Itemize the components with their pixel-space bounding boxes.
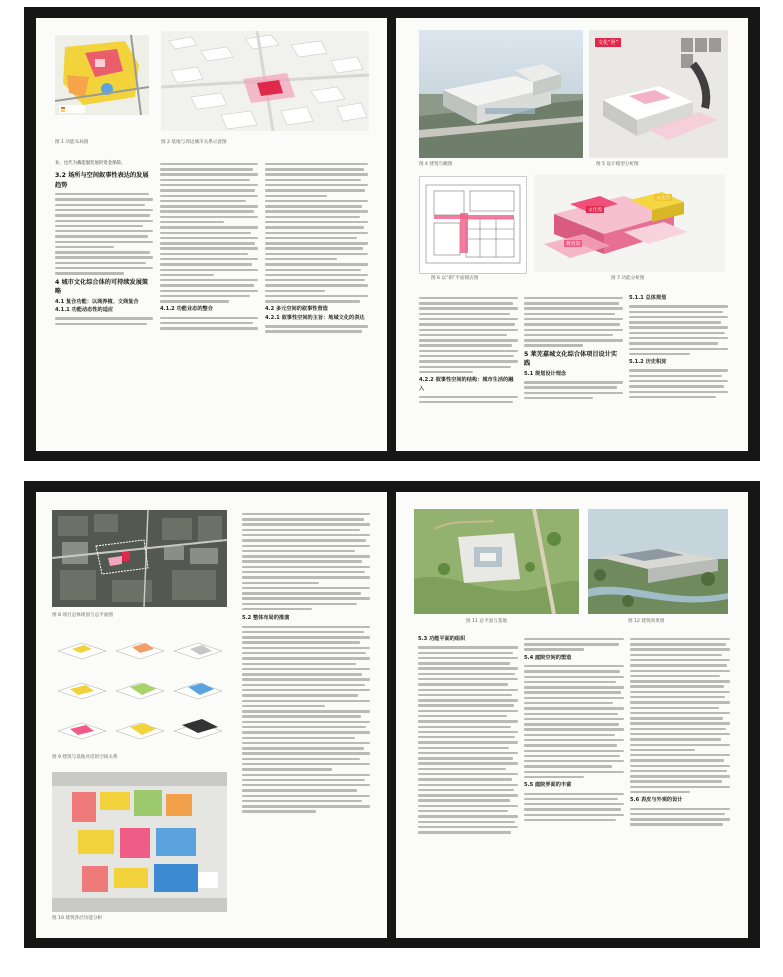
bottom-left-text-column (242, 510, 370, 816)
bottom-right-column-2 (524, 635, 624, 824)
heading-4-2: 4.2 多元空间的叙事性营造 (265, 306, 328, 313)
bottom-right-column-3 (630, 635, 730, 829)
top-left-page (36, 18, 387, 451)
figure-11-site-plan (414, 509, 579, 614)
figure-12-perspective-render (588, 509, 728, 614)
figure-9-massing-diagrams (52, 629, 227, 752)
figure-7-label-2: 文化厅 (656, 196, 671, 201)
bottom-spread (24, 481, 760, 948)
figure-2-caption: 图 2 基地与周边城市关系示意图 (161, 140, 227, 145)
heading-4-1-1: 4.1.1 功能动态性的适应 (55, 307, 114, 314)
figure-1-caption: 图 1 功能布局图 (55, 140, 89, 145)
top-left-column-1 (55, 160, 153, 328)
figure-10-caption: 图 10 建筑各层功能分析 (52, 916, 103, 921)
figure-1-land-use-map (55, 35, 149, 115)
top-right-column-1 (419, 294, 518, 406)
heading-4-1: 4.1 复合功能：以商养植、文商复合 (55, 298, 139, 305)
bottom-right-column-1 (418, 635, 518, 836)
figure-5-label: 文化“匣” (595, 38, 621, 47)
figure-8-satellite-plan (52, 510, 227, 607)
figure-12-caption: 图 12 建筑效果图 (628, 619, 665, 624)
heading-5-1-2: 5.1.2 历史积淀 (629, 359, 667, 366)
figure-7-label-3: 教育馆 (566, 242, 581, 247)
heading-5-6: 5.6 表皮与外观的设计 (630, 797, 683, 804)
figure-7-label-1: 文化馆 (588, 208, 603, 213)
top-left-column-2 (160, 160, 258, 333)
top-right-page (396, 18, 748, 451)
figure-5-model-analysis (589, 30, 728, 158)
figure-8-caption: 图 8 项目总体规划与总平面图 (52, 613, 113, 618)
figure-5-caption: 图 5 设计模型分析图 (596, 162, 639, 167)
figure-7-caption: 图 7 功能分析图 (611, 276, 645, 281)
bottom-right-page (396, 492, 748, 938)
heading-3-2: 3.2 场所与空间叙事性表达的发展趋势 (55, 172, 149, 189)
heading-5-4: 5.4 庭院空间的塑造 (524, 654, 572, 661)
figure-6-caption: 图 6 以“街”平面模式图 (431, 276, 479, 281)
figure-4-caption: 图 4 建筑鸟瞰图 (419, 162, 453, 167)
heading-4: 4 城市文化综合体的可持续发展策略 (55, 278, 149, 296)
bottom-left-page (36, 492, 387, 938)
figure-9-caption: 图 9 建筑与基地对话的空间关系 (52, 755, 118, 760)
top-right-column-3 (629, 294, 728, 401)
figure-4-aerial-render (419, 30, 583, 158)
heading-5-2: 5.2 整体布局的推演 (242, 615, 290, 622)
figure-2-context-massing (161, 31, 369, 131)
heading-5-1-1: 5.1.1 总体规划 (629, 295, 667, 301)
intro-line: 业、也代为戴能服装展的资金保障。 (55, 161, 126, 166)
heading-5-3: 5.3 功能平面的组织 (418, 636, 466, 642)
top-left-column-3 (265, 160, 368, 336)
top-spread (24, 7, 760, 461)
heading-5: 5 莱芜嘉城文化综合体项目设计实践 (524, 350, 618, 368)
figure-10-floor-plans (52, 772, 227, 912)
heading-4-2-1: 4.2.1 叙事性空间的主旨：地域文化的表达 (265, 314, 365, 321)
heading-5-1: 5.1 规划设计理念 (524, 370, 567, 377)
top-right-column-2 (524, 294, 623, 402)
figure-6-plan-diagram (419, 176, 527, 274)
heading-4-1-2: 4.1.2 功能业态的整合 (160, 306, 213, 313)
figure-7-function-diagram (534, 174, 725, 272)
heading-4-2-2: 4.2.2 叙事性空间的结构：城市生活的融入 (419, 377, 514, 392)
heading-5-5: 5.5 庭院界面的丰富 (524, 782, 572, 789)
figure-11-caption: 图 11 总平面与基地 (466, 619, 507, 624)
